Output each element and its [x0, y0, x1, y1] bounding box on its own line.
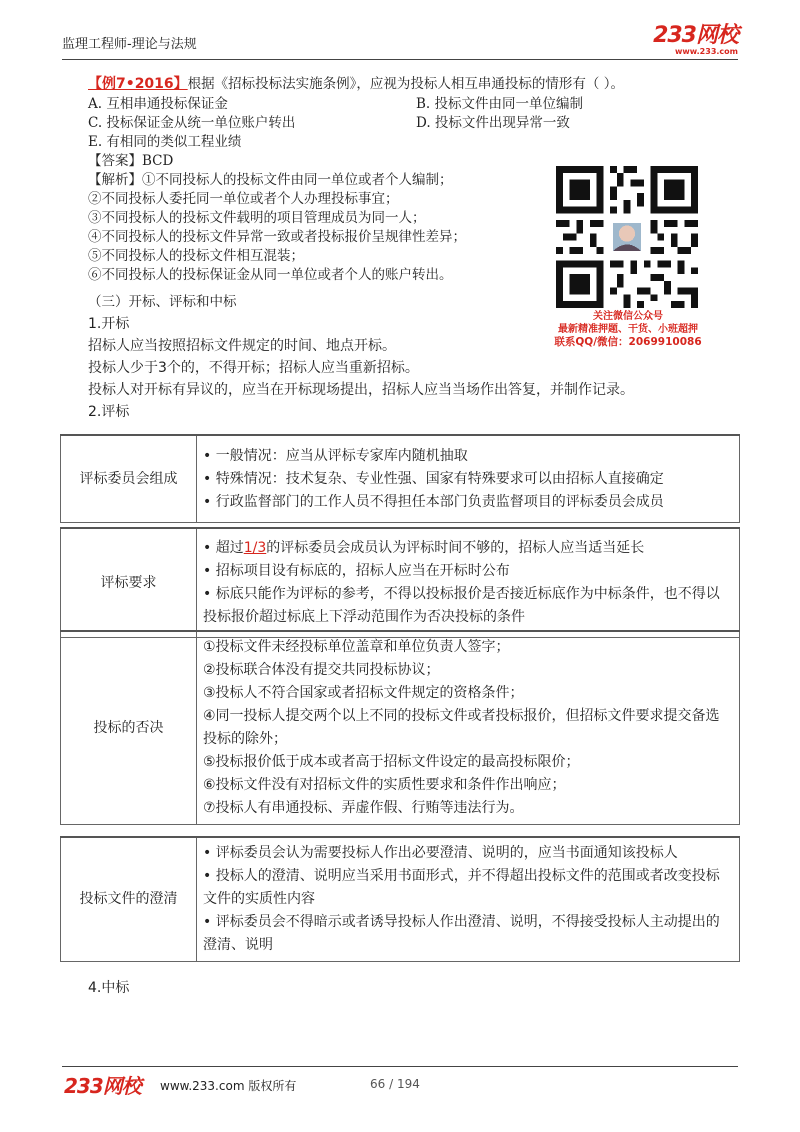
analysis-item: ①不同投标人的投标文件由同一单位或者个人编制；	[142, 172, 453, 188]
reject-table	[60, 630, 740, 825]
list-item: ③投标人不符合国家或者招标文件规定的资格条件；	[203, 685, 524, 701]
paragraph-2: 投标人少于3个的，不得开标；招标人应当重新招标。	[88, 360, 419, 376]
row-label-committee: 评标委员会组成	[61, 435, 197, 523]
row-label-requirements: 评标要求	[61, 528, 197, 638]
fraction-link: 1/3	[243, 540, 267, 556]
list-item: • 招标项目设有标底的，招标人应当在开标时公布	[203, 563, 510, 579]
logo-url: www.233.com	[674, 47, 738, 56]
list-item: ②投标联合体没有提交共同投标协议；	[203, 662, 440, 678]
page-header	[62, 22, 738, 58]
table-row	[61, 837, 740, 962]
footer-copyright: www.233.com 版权所有	[160, 1079, 297, 1093]
paragraph-1: 招标人应当按照招标文件规定的时间、地点开标。	[88, 338, 396, 354]
answer-line: 【答案】BCD	[88, 153, 174, 169]
list-item: • 特殊情况：技术复杂、专业性强、国家有特殊要求可以由招标人直接确定	[203, 470, 664, 487]
qr-caption-follow: 关注微信公众号	[593, 311, 663, 322]
paragraph-3: 投标人对开标有异议的，应当在开标现场提出，招标人应当当场作出答复，并制作记录。	[88, 382, 634, 398]
list-item	[203, 537, 733, 560]
evaluation-table	[60, 434, 740, 638]
list-item: ⑥投标文件没有对招标文件的实质性要求和条件作出响应；	[203, 777, 566, 793]
list-item: • 评标委员会不得暗示或者诱导投标人作出澄清、说明，不得接受投标人主动提出的澄清、说明	[203, 914, 720, 953]
list-item-text: • 超过	[203, 540, 244, 556]
subheading-evaluation: 2.评标	[88, 404, 130, 420]
list-item: ①投标文件未经投标单位盖章和单位负责人签字；	[203, 639, 510, 655]
page-number: 66 / 194	[370, 1077, 420, 1091]
analysis-line-6: ⑥不同投标人的投标保证金从同一单位或者个人的账户转出。	[88, 267, 453, 283]
list-item: • 评标委员会认为需要投标人作出必要澄清、说明的，应当书面通知该投标人	[203, 845, 678, 861]
row-label-clarify: 投标文件的澄清	[61, 837, 197, 962]
table-row	[61, 435, 740, 523]
table-row	[61, 528, 740, 638]
row-content-clarify	[197, 837, 740, 962]
row-label-reject: 投标的否决	[61, 631, 197, 825]
brand-logo	[653, 25, 738, 56]
list-item-text: 的评标委员会成员认为评标时间不够的，招标人应当适当延长	[266, 540, 645, 556]
table-row	[61, 631, 740, 825]
list-item: ⑦投标人有串通投标、弄虚作假、行贿等违法行为。	[203, 800, 524, 816]
subheading-opening: 1.开标	[88, 316, 130, 332]
qr-caption-contact: 联系QQ/微信：2069910086	[554, 336, 702, 348]
question-stem: 根据《招标投标法实施条例》，应视为投标人相互串通投标的情形有（ ）。	[187, 76, 624, 92]
clarify-table	[60, 836, 740, 962]
section-heading: （三）开标、评标和中标	[88, 294, 237, 310]
analysis-line-2: ②不同投标人委托同一单位或者个人办理投标事宜；	[88, 191, 399, 207]
analysis-line-4: ④不同投标人的投标文件异常一致或者投标报价呈规律性差异；	[88, 229, 466, 245]
subheading-award: 4.中标	[88, 980, 130, 996]
list-item: ④同一投标人提交两个以上不同的投标文件或者投标报价，但招标文件要求提交备选投标的除外；	[203, 708, 720, 747]
wechat-qr-code	[556, 166, 698, 308]
option-b: B. 投标文件由同一单位编制	[416, 96, 584, 112]
list-item: • 行政监督部门的工作人员不得担任本部门负责监督项目的评标委员会成员	[203, 493, 664, 510]
analysis-line-1	[88, 170, 453, 190]
list-item: • 投标人的澄清、说明应当采用书面形式，并不得超出投标文件的范围或者改变投标文件的实质性内容	[203, 868, 720, 907]
analysis-tag: 【解析】	[88, 172, 142, 188]
footer-logo: 233网校	[64, 1074, 141, 1098]
question-stem-line	[88, 74, 624, 94]
header-divider	[62, 59, 738, 60]
list-item: ⑤投标报价低于成本或者高于招标文件设定的最高投标限价；	[203, 754, 580, 770]
row-content-committee	[197, 435, 740, 523]
analysis-line-3: ③不同投标人的投标文件载明的项目管理成员为同一人；	[88, 210, 426, 226]
option-c: C. 投标保证金从统一单位账户转出	[88, 115, 296, 131]
list-item: • 一般情况：应当从评标专家库内随机抽取	[203, 447, 468, 464]
option-d: D. 投标文件出现异常一致	[416, 115, 570, 131]
row-content-requirements	[197, 528, 740, 638]
example-tag: 【例7•2016】	[88, 76, 188, 92]
document-title: 监理工程师-理论与法规	[62, 37, 197, 52]
list-item: • 标底只能作为评标的参考，不得以投标报价是否接近标底作为中标条件，也不得以投标报价超过标底上下浮动范围作为否决投标的条件	[203, 586, 720, 625]
option-a: A. 互相串通投标保证金	[88, 96, 228, 112]
row-content-reject	[197, 631, 740, 825]
option-e: E. 有相同的类似工程业绩	[88, 134, 242, 150]
footer-divider	[62, 1066, 738, 1067]
analysis-line-5: ⑤不同投标人的投标文件相互混装；	[88, 248, 304, 264]
qr-caption-promo: 最新精准押题、干货、小班超押	[558, 324, 698, 335]
logo-text: 233网校	[653, 23, 738, 48]
